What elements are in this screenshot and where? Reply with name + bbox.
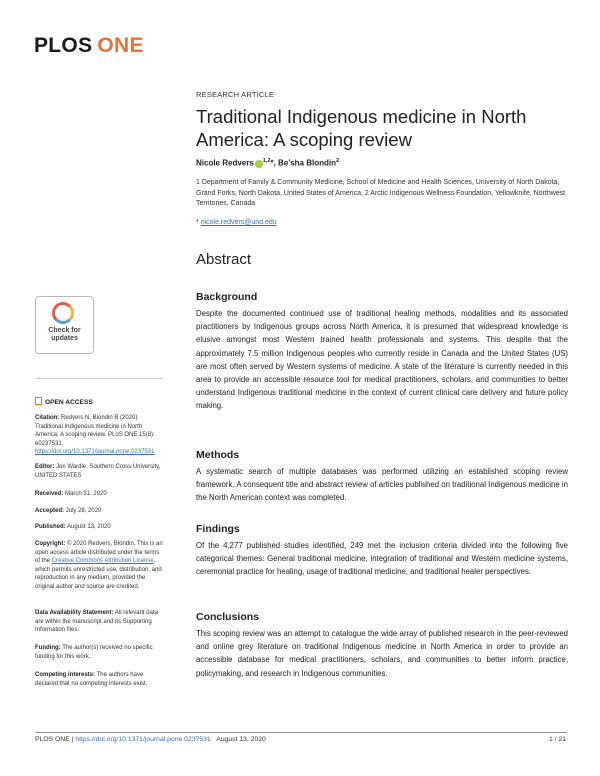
accepted-block: [35, 507, 163, 516]
article-type: RESEARCH ARTICLE: [196, 90, 275, 99]
logo-plos: PLOS: [34, 34, 93, 57]
published-block: [35, 523, 163, 532]
badge-line: Check for: [48, 327, 81, 334]
check-for-updates-icon: [52, 302, 74, 324]
copyright-label: Copyright:: [35, 541, 66, 547]
sidebar-divider: [35, 378, 163, 379]
page-number: 1 / 21: [548, 736, 566, 743]
section-heading: Findings: [196, 523, 240, 535]
funding-label: Funding:: [35, 645, 61, 651]
citation-text: Redvers N, Blondin B (2020) Traditional Indigenous medicine in North America: A scoping review. PLoS ONE 15(8): e0237531.: [35, 415, 155, 447]
citation-label: Citation:: [35, 415, 60, 421]
funding-block: [35, 644, 163, 661]
copyright-text: © 2020 Redvers, Blondin. This is an open access article distributed under the terms of the: [35, 541, 163, 565]
orcid-icon[interactable]: [255, 160, 263, 168]
accepted-label: Accepted:: [35, 508, 65, 514]
competing-interests-block: [35, 671, 163, 688]
abstract-findings: [196, 523, 568, 579]
data-availability-block: [35, 609, 163, 635]
abstract-conclusions: [196, 611, 568, 680]
editor-label: Editor:: [35, 464, 55, 470]
abstract-heading: Abstract: [196, 251, 252, 268]
section-text: Despite the documented continued use of traditional healing methods, modalities and its associated practitioners by Indigenous groups across North America, it is presumed that widespread knowledge is elusive amongst most Western trained health professionals and systems. This despite that the approximately 7.5 million Indigenous peoples who currently reside in Canada and the United States (US) are most often served by Western systems of medicine. A state of the literature is currently needed in this area to provide an accessible resource tool for medical practitioners, scholars, and communities to better understand Indigenous traditional medicine in the context of current clinical care delivery and future policy making.: [196, 309, 568, 411]
badge-label: [36, 327, 93, 343]
citation-doi-link[interactable]: https://doi.org/10.1371/journal.pone.0237531: [35, 449, 155, 456]
accepted-date: July 28, 2020: [65, 508, 102, 514]
published-date: August 13, 2020: [67, 524, 111, 530]
open-access-lock-icon: [35, 397, 42, 405]
badge-line: updates: [51, 335, 78, 342]
editor-block: [35, 463, 163, 480]
corresponding-marker: *: [270, 158, 274, 168]
email-marker: *: [196, 219, 199, 226]
author-affiliation-sup: 1,2: [262, 158, 271, 164]
plos-one-logo[interactable]: [34, 34, 144, 58]
data-availability-label: Data Availability Statement:: [35, 610, 114, 616]
section-heading: Conclusions: [196, 611, 260, 623]
logo-one: ONE: [97, 34, 144, 57]
author-name[interactable]: Nicole Redvers: [196, 158, 254, 168]
received-block: [35, 490, 163, 499]
section-text: Of the 4,277 published studies identified, 249 met the inclusion criteria divided into the following five categorical themes: General traditional medicine, integration of traditional and Western medicine systems, ceremonial practice for healing, usage of traditional medicine, and traditional healer perspectives.: [196, 541, 568, 577]
author-name[interactable]: Be’sha Blondin: [278, 158, 336, 168]
competing-interests-text: The authors have declared that no competing interests exist.: [35, 672, 148, 687]
citation-block: [35, 414, 163, 457]
published-label: Published:: [35, 524, 66, 530]
funding-text: The author(s) received no specific funding for this work.: [35, 645, 153, 660]
section-heading: Methods: [196, 449, 240, 461]
author-separator: ,: [273, 158, 279, 168]
email-link[interactable]: nicole.redvers@und.edu: [200, 219, 277, 226]
author-affiliation-sup: 2: [335, 158, 340, 164]
section-text: A systematic search of multiple databases was performed utilizing an established scoping review framework. A consequent title and abstract review of articles published on traditional Indigenous medicine in the North American context was completed.: [196, 467, 568, 503]
license-link[interactable]: Creative Commons Attribution License: [51, 558, 154, 565]
copyright-block: [35, 540, 163, 592]
received-label: Received:: [35, 491, 64, 497]
footer-date: August 13, 2020: [216, 736, 266, 743]
corresponding-email: [196, 219, 568, 226]
affiliations: 1 Department of Family & Community Medicine, School of Medicine and Health Sciences, University of North Dakota, Grand Forks, North Dakota, United States of America, 2 Arctic Indigenous Wellness Foundation, Yellowknife, Northwest Territories, Canada: [196, 179, 566, 207]
author-list: [196, 158, 568, 168]
open-access-text: OPEN ACCESS: [45, 398, 93, 406]
footer-separator: |: [69, 736, 76, 743]
received-date: March 31, 2020: [65, 491, 107, 497]
section-heading: Background: [196, 291, 258, 303]
open-access-label: [35, 398, 163, 407]
data-availability-text: All relevant data are within the manuscript and its Supporting Information files.: [35, 610, 158, 634]
article-title: Traditional Indigenous medicine in North America: A scoping review: [196, 106, 527, 150]
editor-text: Jon Wardle, Southern Cross University, UNITED STATES: [35, 464, 161, 479]
check-for-updates-badge[interactable]: [35, 296, 94, 354]
page-footer: [35, 736, 266, 743]
footer-doi-link[interactable]: https://doi.org/10.1371/journal.pone.0237531: [75, 736, 211, 743]
section-text: This scoping review was an attempt to catalogue the wide array of published research in the peer-reviewed and online grey literature on traditional Indigenous medicine in North America in order to provide an accessible database for medical practitioners, scholars, and communities to better inform practice, policymaking, and research in Indigenous communities.: [196, 629, 568, 678]
abstract-methods: [196, 449, 568, 505]
copyright-text: , which permits unrestricted use, distribution, and reproduction in any medium, provided the original author and source are credited.: [35, 558, 162, 590]
abstract-background: [196, 291, 568, 413]
footer-divider: [35, 732, 567, 733]
footer-journal: PLOS ONE: [35, 736, 70, 743]
competing-interests-label: Competing interests:: [35, 672, 96, 678]
